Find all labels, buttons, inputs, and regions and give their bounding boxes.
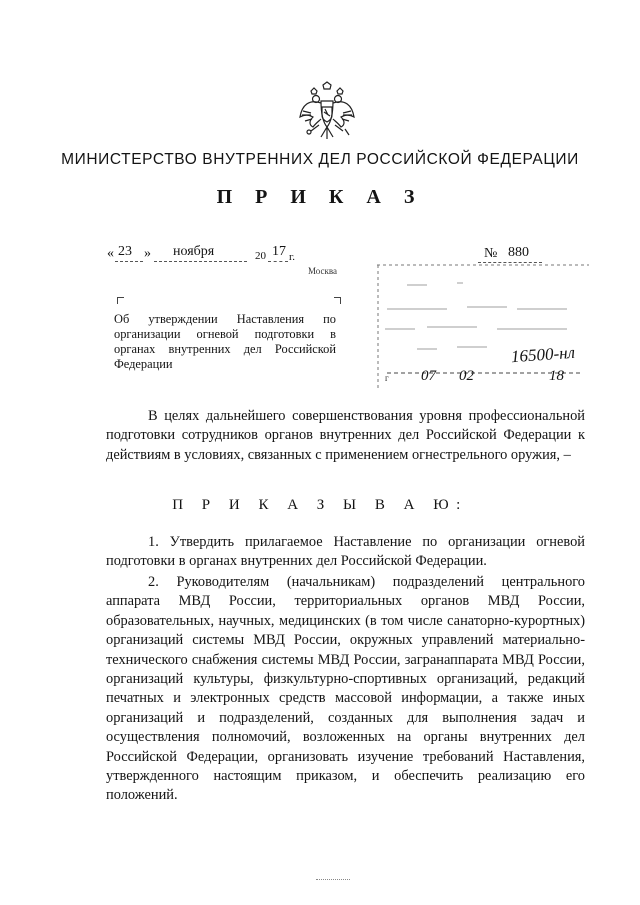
page-footer-mark [316, 879, 350, 880]
date-day: 23 [118, 244, 132, 259]
date-month-underline [154, 261, 247, 262]
stamp-handwritten-number: 16500-нл [510, 342, 576, 367]
date-month: ноября [173, 244, 215, 259]
subject-corner-left [117, 297, 124, 304]
order-item-2: 2. Руководителям (начальникам) подразделений центрального аппарата МВД России, территориальных органов МВД России, образовательных, научных, медицинских (в том числе санаторно-курортных) организаций системы МВД России, окружных управлений материально-технического снабжения системы МВД России, загранаппарата МВД России, организаций культуры, физкультурно-спортивных организаций, редакций печатных и электронных средств массовой информации, а также иных организаций и подразделений, созданных для выполнения задач и осуществления полномочий, возложенных на органы внутренних дел Российской Федерации, организовать изучение требований Наставления, утвержденного настоящим приказом, и обеспечить реализацию его положений. [106, 574, 585, 804]
coat-of-arms-icon [297, 81, 357, 143]
order-item-1: 1. Утвердить прилагаемое Наставление по организации огневой подготовки в органах внутренних дел Российской Федерации. [106, 534, 585, 570]
document-type: П Р И К А З [216, 186, 424, 208]
city: Москва [308, 266, 337, 276]
order-number: 880 [508, 245, 529, 260]
date-year-suffix: 17 [272, 244, 286, 259]
subject-corner-right [334, 297, 341, 304]
date-year-underline [268, 261, 288, 262]
order-subject: Об утверждении Наставления по организации огневой подготовки в органах внутренних дел Российской Федерации [114, 312, 336, 371]
stamp-date-day: 07 [421, 368, 436, 384]
stamp-left-mark: г [385, 373, 389, 383]
date-year-prefix: 20 [255, 250, 266, 262]
date-year-unit: г. [289, 251, 296, 263]
quote-close-mark: » [144, 246, 151, 261]
order-verb: П Р И К А З Ы В А Ю: [172, 497, 468, 513]
number-label: № [484, 246, 498, 261]
stamp-date-year: 18 [549, 368, 564, 384]
quote-open-mark: « [107, 246, 114, 261]
date-day-underline [115, 261, 143, 262]
stamp-date-month: 02 [459, 368, 474, 384]
preamble-paragraph: В целях дальнейшего совершенствования уровня профессиональной подготовки сотрудников органов внутренних дел Российской Федерации к действиям в условиях, связанных с применением огнестрельного оружия, – [106, 408, 585, 463]
ministry-title: МИНИСТЕРСТВО ВНУТРЕННИХ ДЕЛ РОССИЙСКОЙ ФЕДЕРАЦИИ [61, 151, 579, 168]
